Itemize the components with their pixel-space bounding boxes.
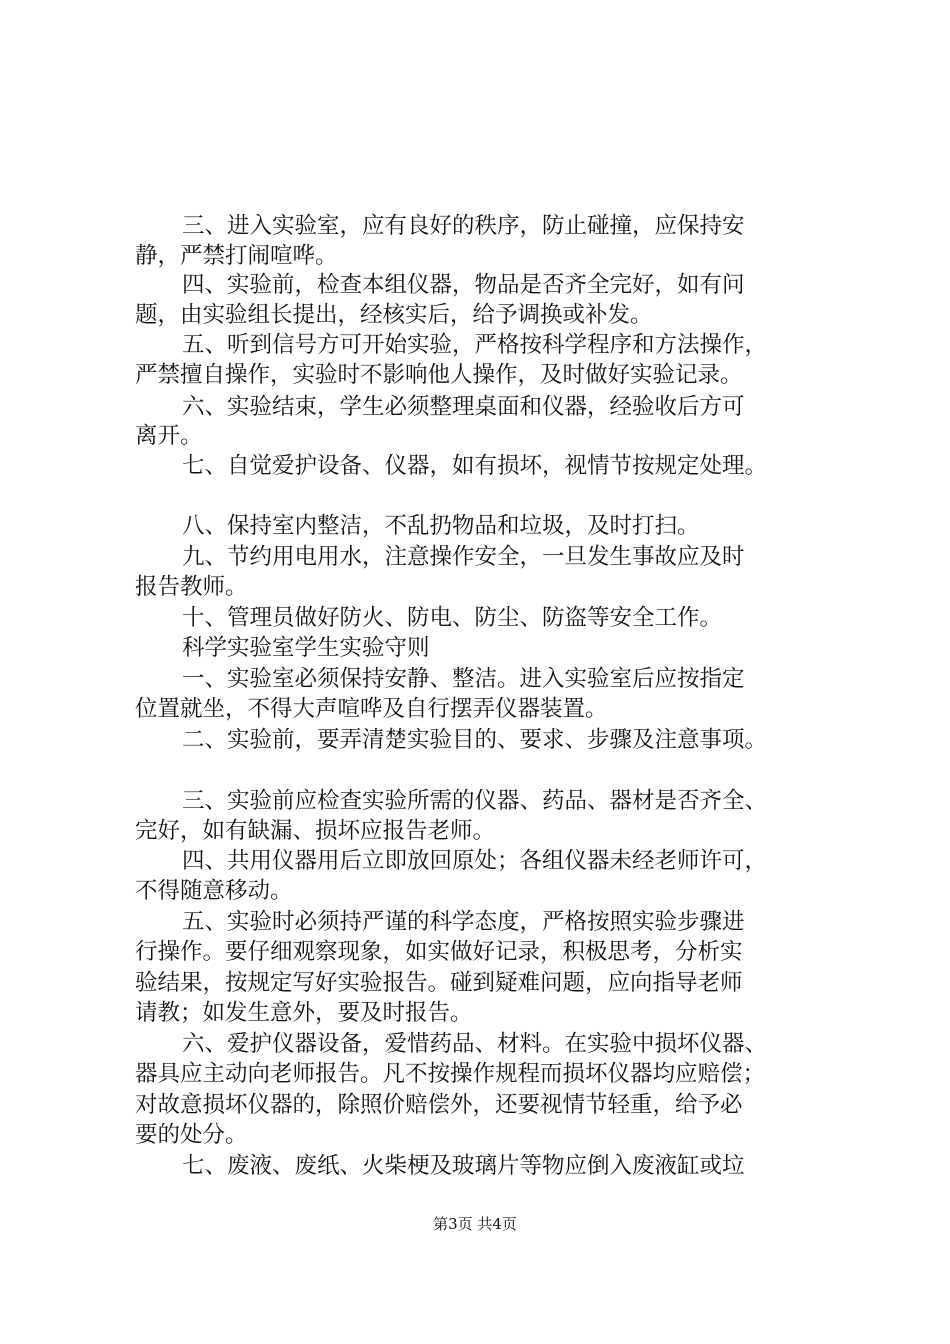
text-line: 位置就坐，不得大声喧哗及自行摆弄仪器装置。 bbox=[135, 696, 608, 722]
text-line: 题，由实验组长提出，经核实后，给予调换或补发。 bbox=[135, 302, 653, 328]
text-line: 报告教师。 bbox=[135, 574, 248, 600]
text-line: 严禁擅自操作，实验时不影响他人操作，及时做好实验记录。 bbox=[135, 362, 743, 388]
text-line: 六、爱护仪器设备，爱惜药品、材料。在实验中损坏仪器、 bbox=[182, 1031, 768, 1057]
text-line: 不得随意移动。 bbox=[135, 878, 293, 904]
text-line: 四、共用仪器用后立即放回原处；各组仪器未经老师许可， bbox=[182, 848, 768, 874]
text-line: 要的处分。 bbox=[135, 1122, 248, 1148]
text-line: 行操作。要仔细观察现象，如实做好记录，积极思考，分析实 bbox=[135, 939, 743, 965]
text-line: 静，严禁打闹喧哗。 bbox=[135, 243, 338, 269]
text-line: 三、进入实验室，应有良好的秩序，防止碰撞，应保持安 bbox=[182, 213, 745, 239]
text-line: 对故意损坏仪器的，除照价赔偿外，还要视情节轻重，给予必 bbox=[135, 1092, 743, 1118]
text-line: 离开。 bbox=[135, 423, 203, 449]
text-line: 六、实验结束，学生必须整理桌面和仪器，经验收后方可 bbox=[182, 394, 745, 420]
text-line: 三、实验前应检查实验所需的仪器、药品、器材是否齐全、 bbox=[182, 788, 768, 814]
text-line: 八、保持室内整洁，不乱扔物品和垃圾，及时打扫。 bbox=[182, 513, 700, 539]
text-line: 完好，如有缺漏、损坏应报告老师。 bbox=[135, 818, 496, 844]
text-line: 一、实验室必须保持安静、整洁。进入实验室后应按指定 bbox=[182, 666, 745, 692]
text-line: 七、废液、废纸、火柴梗及玻璃片等物应倒入废液缸或垃 bbox=[182, 1153, 745, 1179]
text-line: 四、实验前，检查本组仪器，物品是否齐全完好，如有问 bbox=[182, 272, 745, 298]
section-heading: 科学实验室学生实验守则 bbox=[182, 635, 430, 661]
text-line: 请教；如发生意外，要及时报告。 bbox=[135, 1000, 473, 1026]
text-line: 九、节约用电用水，注意操作安全，一旦发生事故应及时 bbox=[182, 544, 745, 570]
text-line: 五、听到信号方可开始实验，严格按科学程序和方法操作， bbox=[182, 332, 768, 358]
text-line: 验结果，按规定写好实验报告。碰到疑难问题，应向指导老师 bbox=[135, 970, 743, 996]
text-line: 十、管理员做好防火、防电、防尘、防盗等安全工作。 bbox=[182, 605, 723, 631]
text-line: 五、实验时必须持严谨的科学态度，严格按照实验步骤进 bbox=[182, 909, 745, 935]
text-line: 二、实验前，要弄清楚实验目的、要求、步骤及注意事项。 bbox=[182, 727, 768, 753]
text-line: 器具应主动向老师报告。凡不按操作规程而损坏仪器均应赔偿； bbox=[135, 1061, 766, 1087]
text-line: 七、自觉爱护设备、仪器，如有损坏，视情节按规定处理。 bbox=[182, 453, 768, 479]
page-number-footer: 第3页 共4页 bbox=[433, 1215, 517, 1233]
